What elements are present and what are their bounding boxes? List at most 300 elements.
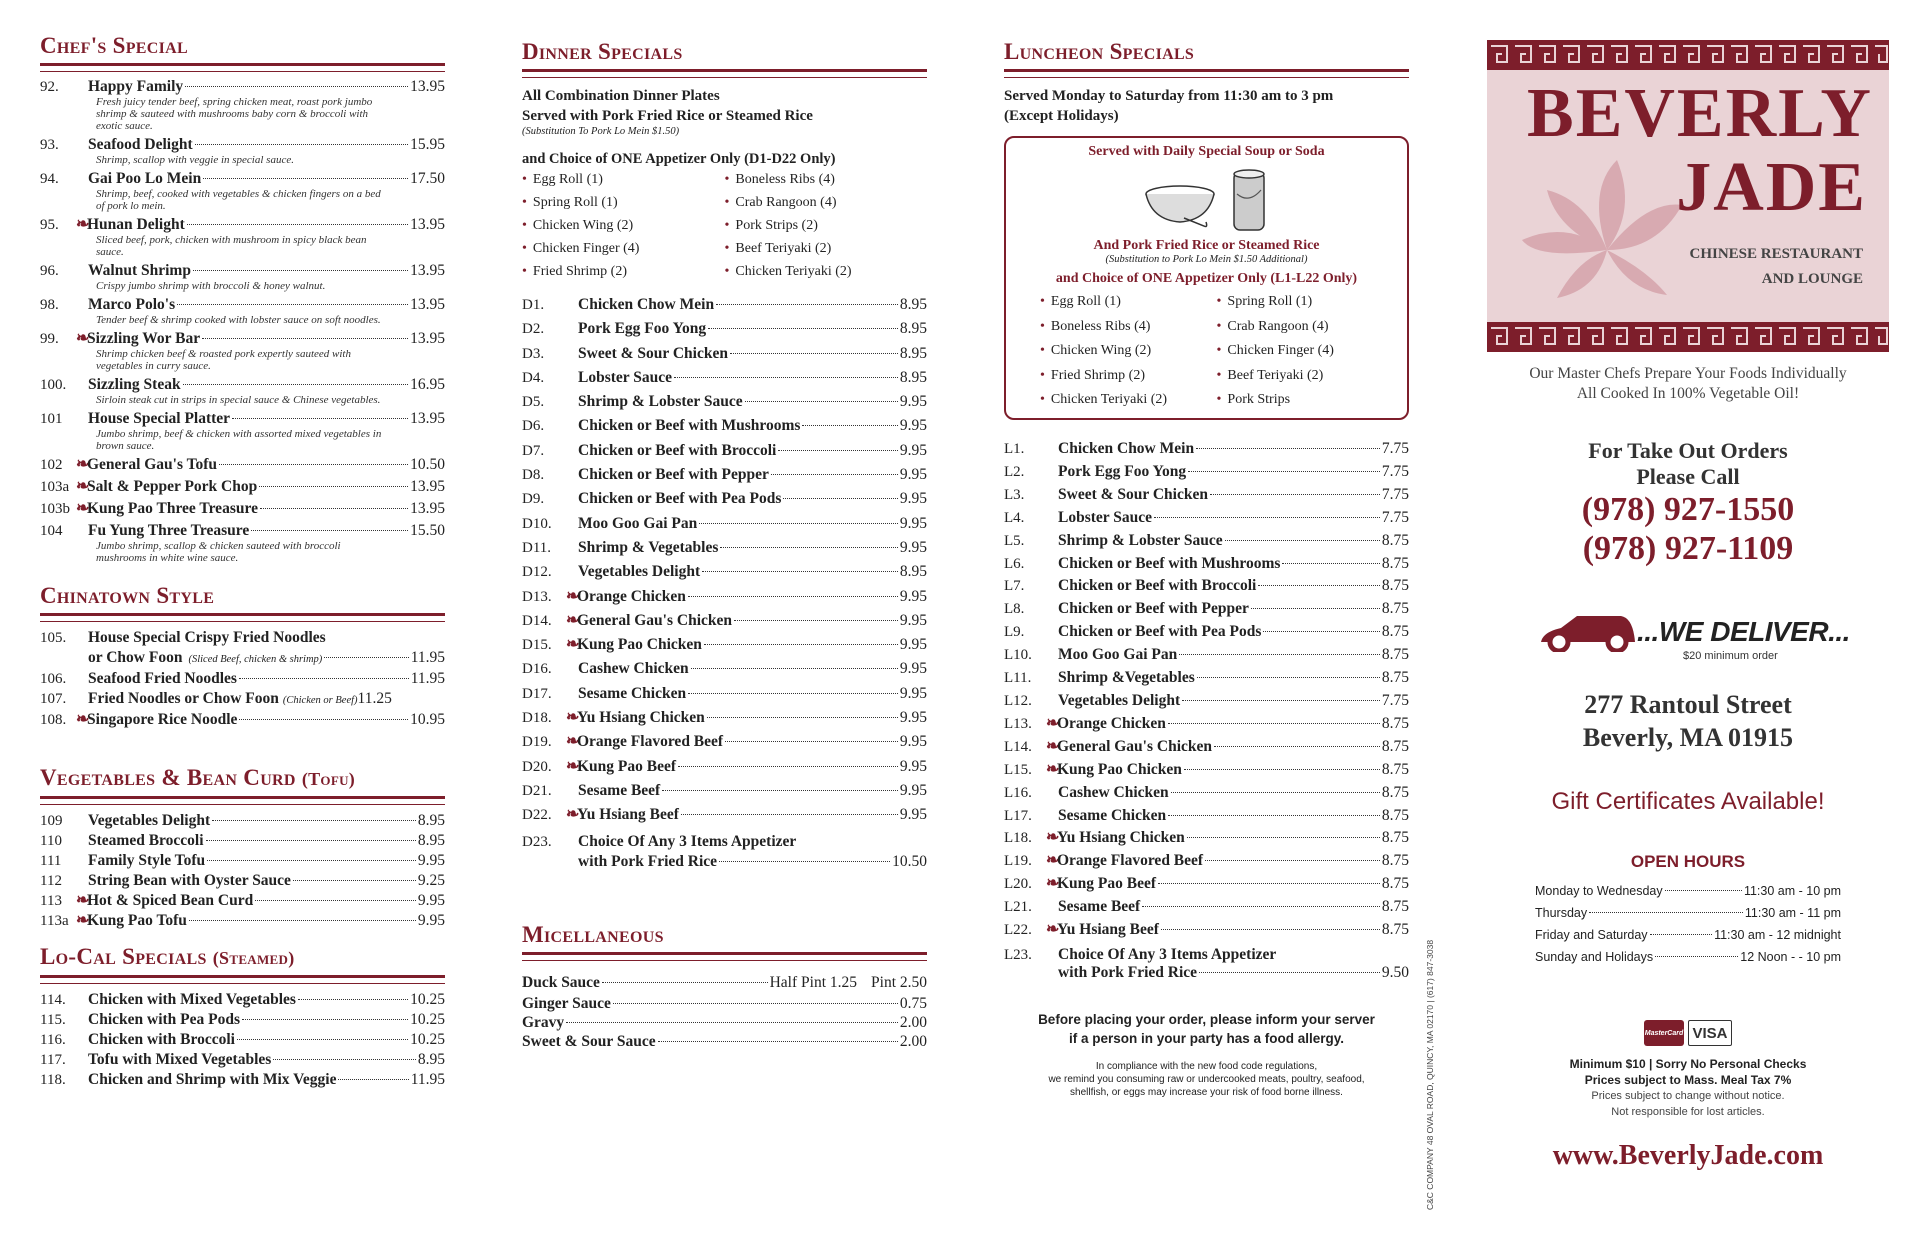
- brand-name-jade: JADE: [1676, 149, 1867, 226]
- appetizer-option: • Pork Strips (2): [725, 214, 928, 237]
- item-number: 105.: [40, 630, 67, 646]
- leader-dots: [251, 530, 408, 531]
- item-number: D10.: [522, 515, 552, 532]
- leader-dots: [1184, 769, 1380, 770]
- item-name: Chicken Chow Mein: [1058, 440, 1195, 457]
- item-number: D11.: [522, 539, 552, 556]
- luncheon-box-rice: And Pork Fried Rice or Steamed Rice: [1093, 238, 1320, 253]
- hours-time: 11:30 am - 10 pm: [1743, 884, 1841, 898]
- item-name: General Gau's Tofu: [87, 456, 218, 473]
- item-name: Kung Pao Tofu: [87, 912, 187, 929]
- leader-dots: [1282, 563, 1379, 564]
- item-number: D23.: [522, 833, 552, 850]
- item-price: 9.95: [417, 912, 445, 929]
- column-middle-left: [522, 32, 927, 1051]
- leader-dots: [239, 719, 408, 720]
- item-price: 8.75: [1381, 806, 1409, 824]
- menu-item: [40, 456, 445, 474]
- item-number: 98.: [40, 297, 59, 313]
- gift-certificates: Gift Certificates Available!: [1551, 788, 1825, 815]
- policy-line: Prices subject to change without notice.: [1591, 1090, 1785, 1102]
- item-number: L10.: [1004, 647, 1032, 664]
- menu-item: [40, 990, 445, 1010]
- item-name: Sizzling Wor Bar: [87, 330, 201, 347]
- leader-dots: [177, 304, 408, 305]
- item-name: Sweet & Sour Chicken: [578, 344, 728, 362]
- menu-item: [40, 911, 445, 931]
- menu-item: [522, 657, 927, 681]
- item-price: Pint 2.50: [871, 973, 927, 991]
- menu-item: [522, 852, 927, 871]
- hours-days: Monday to Wednesday: [1535, 884, 1663, 898]
- item-description: Shrimp, scallop with veggie in special sauce.: [96, 154, 294, 166]
- menu-item: [522, 609, 927, 633]
- item-number: D2.: [522, 321, 545, 338]
- leader-dots: [338, 1079, 408, 1080]
- leader-dots: [1142, 906, 1380, 907]
- item-price: 8.75: [1381, 554, 1409, 572]
- menu-item: [522, 1013, 927, 1032]
- item-number: L15.: [1004, 761, 1032, 778]
- appetizer-option: • Crab Rangoon (4): [725, 191, 928, 214]
- brand-tagline-line: CHINESE RESTAURANT: [1689, 246, 1863, 262]
- item-number: 114.: [40, 992, 66, 1008]
- menu-item: [40, 710, 445, 730]
- item-price: 9.25: [417, 872, 445, 889]
- misc-list: [522, 971, 927, 1051]
- leader-dots: [1263, 631, 1380, 632]
- item-price: 9.95: [899, 441, 927, 459]
- leader-dots: [691, 668, 898, 669]
- fret-border-bottom: [1487, 322, 1889, 352]
- item-number: D18.: [522, 710, 552, 727]
- leader-dots: [1188, 471, 1380, 472]
- item-number: D4.: [522, 369, 545, 386]
- item-name: Sesame Beef: [1058, 898, 1141, 916]
- item-name: House Special Crispy Fried Noodles: [88, 629, 326, 646]
- item-name: Fried Noodles or Chow Foon: [88, 690, 279, 707]
- item-number: L18.: [1004, 830, 1032, 847]
- item-name: Chicken or Beef with Broccoli: [1058, 577, 1257, 595]
- hot-pepper-icon: ❧: [76, 330, 90, 347]
- item-price: 11.95: [410, 1071, 445, 1088]
- menu-item: [522, 755, 927, 779]
- leader-dots: [239, 678, 409, 679]
- item-name: Kung Pao Chicken: [577, 636, 702, 654]
- item-number: 92.: [40, 79, 59, 95]
- brand-name-beverly: BEVERLY: [1527, 75, 1873, 152]
- hot-pepper-icon: ❧: [1046, 852, 1060, 870]
- item-price: 8.75: [1381, 875, 1409, 893]
- leader-dots: [1589, 912, 1743, 913]
- hot-pepper-icon: ❧: [76, 216, 90, 233]
- leader-dots: [232, 418, 408, 419]
- leader-dots: [688, 596, 898, 597]
- leader-dots: [707, 717, 898, 718]
- item-price: 9.95: [899, 806, 927, 824]
- item-number: 104: [40, 523, 63, 539]
- item-price: 9.95: [417, 892, 445, 909]
- item-price: 8.95: [417, 832, 445, 849]
- appetizer-option: • Chicken Wing (2): [1040, 339, 1217, 364]
- item-price: 8.75: [1381, 714, 1409, 732]
- takeout-heading: [1487, 438, 1889, 490]
- leader-dots: [688, 693, 898, 694]
- item-name: Pork Egg Foo Yong: [578, 320, 707, 338]
- item-number: 96.: [40, 263, 59, 279]
- item-price: 9.95: [899, 466, 927, 484]
- item-name: Sweet & Sour Chicken: [1058, 485, 1208, 503]
- compliance-notice: [1004, 1060, 1409, 1099]
- menu-item: [40, 136, 445, 154]
- menu-item: [1004, 919, 1409, 942]
- we-deliver-text: ...WE DELIVER...: [1637, 616, 1850, 647]
- appetizer-option: • Beef Teriyaki (2): [1217, 364, 1394, 389]
- item-price: 13.95: [410, 500, 445, 517]
- open-hours-title: OPEN HOURS: [1630, 852, 1746, 871]
- item-number: D9.: [522, 491, 545, 508]
- phone-numbers: [1487, 490, 1889, 568]
- menu-item: [522, 633, 927, 657]
- menu-item: [522, 803, 927, 827]
- leader-dots: [1225, 540, 1380, 541]
- leader-dots: [185, 86, 408, 87]
- item-price: 13.95: [410, 330, 445, 347]
- item-name: Chicken or Beef with Mushrooms: [578, 417, 801, 435]
- menu-item: [1004, 438, 1409, 461]
- item-name: Choice Of Any 3 Items Appetizer: [1058, 945, 1277, 963]
- item-name: or Chow Foon: [88, 649, 183, 666]
- item-number: 116.: [40, 1032, 66, 1048]
- hot-pepper-icon: ❧: [76, 478, 90, 495]
- appetizer-option: • Egg Roll (1): [1040, 290, 1217, 315]
- item-number: L20.: [1004, 876, 1032, 893]
- menu-item: [522, 512, 927, 536]
- appetizer-option: • Spring Roll (1): [522, 191, 725, 214]
- item-name: Yu Hsiang Chicken: [1057, 829, 1185, 847]
- hours-time: 12 Noon - - 10 pm: [1740, 950, 1841, 964]
- dinner-intro: [522, 86, 927, 126]
- item-name: Chicken or Beef with Pea Pods: [578, 490, 782, 508]
- item-price: 8.95: [899, 344, 927, 362]
- leader-dots: [658, 1041, 898, 1042]
- item-name: Yu Hsiang Beef: [1057, 921, 1159, 939]
- item-price: 8.75: [1381, 921, 1409, 939]
- menu-item: [522, 560, 927, 584]
- menu-item: [522, 463, 927, 487]
- item-name: Moo Goo Gai Pan: [578, 514, 698, 532]
- leader-dots: [273, 1059, 416, 1060]
- appetizer-option: • Pork Strips: [1217, 388, 1394, 413]
- allergy-line: if a person in your party has a food allergy.: [1068, 1030, 1345, 1046]
- menu-item: [40, 1030, 445, 1050]
- item-price: 8.95: [899, 368, 927, 386]
- item-number: D3.: [522, 345, 545, 362]
- leader-dots: [1154, 517, 1380, 518]
- item-price: 8.75: [1381, 600, 1409, 618]
- item-number: L13.: [1004, 715, 1032, 732]
- item-price: 8.75: [1381, 646, 1409, 664]
- item-price: 9.95: [899, 393, 927, 411]
- item-name: Sizzling Steak: [88, 376, 181, 393]
- menu-item: [522, 317, 927, 341]
- item-name: Yu Hsiang Chicken: [577, 709, 705, 727]
- hot-pepper-icon: ❧: [566, 587, 580, 605]
- item-name: Steamed Broccoli: [88, 832, 204, 849]
- leader-dots: [202, 338, 408, 339]
- menu-item: [40, 648, 445, 669]
- leader-dots: [206, 840, 416, 841]
- policy-line: Not responsible for lost articles.: [1611, 1106, 1765, 1118]
- item-price: 9.95: [417, 852, 445, 869]
- item-number: 118.: [40, 1072, 66, 1088]
- appetizer-option: • Spring Roll (1): [1217, 290, 1394, 315]
- item-description: Fresh juicy tender beef, spring chicken meat, roast pork jumbo shrimp & sauteed with mushrooms baby corn & broccoli with exotic sauce.: [96, 96, 373, 132]
- item-number: D14.: [522, 612, 552, 629]
- item-name: Orange Flavored Beef: [1057, 852, 1204, 870]
- leader-dots: [699, 523, 898, 524]
- leader-dots: [1187, 837, 1380, 838]
- mastercard-icon: MasterCard: [1644, 1020, 1684, 1046]
- misc-title: Micellaneous: [522, 921, 664, 947]
- item-name: Marco Polo's: [88, 296, 176, 313]
- item-number: L14.: [1004, 738, 1032, 755]
- leader-dots: [189, 920, 416, 921]
- locals-title: [40, 943, 445, 972]
- phone-number[interactable]: (978) 927-1550: [1581, 491, 1795, 528]
- vegetables-title-sub: (Tofu): [301, 769, 356, 789]
- item-name: General Gau's Chicken: [577, 611, 733, 629]
- item-price: 10.25: [410, 1011, 445, 1028]
- item-description: Shrimp, beef, cooked with vegetables & chicken fingers on a bed of pork lo mein.: [96, 188, 381, 212]
- item-number: D6.: [522, 418, 545, 435]
- menu-item: [40, 330, 445, 348]
- open-hours-list: [1535, 880, 1841, 968]
- item-number: D19.: [522, 734, 552, 751]
- item-number: L8.: [1004, 601, 1025, 618]
- item-number: L7.: [1004, 578, 1025, 595]
- appetizer-option: • Fried Shrimp (2): [522, 260, 725, 283]
- item-price: 13.95: [410, 478, 445, 495]
- leader-dots: [212, 820, 416, 821]
- hours-row: [1535, 924, 1841, 946]
- item-name: Chicken or Beef with Broccoli: [578, 441, 777, 459]
- menu-item: [522, 832, 927, 852]
- leader-dots: [1182, 700, 1380, 701]
- appetizer-option: • Chicken Finger (4): [522, 237, 725, 260]
- luncheon-box: [1004, 136, 1409, 420]
- item-name: Orange Flavored Beef: [577, 733, 724, 751]
- menu-item: [40, 851, 445, 871]
- takeout-line: For Take Out Orders: [1588, 438, 1788, 463]
- item-price: 8.75: [1381, 577, 1409, 595]
- item-price: 9.95: [899, 757, 927, 775]
- item-name: Cashew Chicken: [1058, 783, 1169, 801]
- appetizer-option: • Chicken Teriyaki (2): [725, 260, 928, 283]
- item-price: 9.95: [899, 417, 927, 435]
- item-name: Chicken with Broccoli: [88, 1031, 235, 1048]
- item-number: 108.: [40, 712, 67, 728]
- item-description: Sirloin steak cut in strips in special sauce & Chinese vegetables.: [96, 394, 381, 406]
- item-price: 7.75: [1381, 485, 1409, 503]
- item-price: 8.75: [1381, 783, 1409, 801]
- jade-flower-ornament: [1517, 150, 1697, 300]
- menu-item: [1004, 621, 1409, 644]
- item-name: Chicken or Beef with Pepper: [1058, 600, 1249, 618]
- item-name: Vegetables Delight: [88, 812, 211, 829]
- leader-dots: [187, 224, 408, 225]
- menu-item: [40, 78, 445, 96]
- menu-item: [1004, 873, 1409, 896]
- item-number: L11.: [1004, 670, 1032, 687]
- item-price: 15.50: [410, 522, 445, 539]
- menu-item: [40, 262, 445, 280]
- item-name: Chicken and Shrimp with Mix Veggie: [88, 1071, 337, 1088]
- leader-dots: [1168, 815, 1380, 816]
- phone-number[interactable]: (978) 927-1109: [1582, 530, 1794, 567]
- item-name: with Pork Fried Rice: [1058, 963, 1198, 981]
- luncheon-box-note: (Substitution to Pork Lo Mein $1.50 Additional): [1105, 254, 1308, 265]
- chinatown-list: [40, 628, 445, 730]
- item-name: General Gau's Chicken: [1057, 737, 1213, 755]
- item-price: 11.95: [410, 670, 445, 687]
- item-price: 9.95: [899, 636, 927, 654]
- menu-item: [40, 689, 445, 710]
- item-price: 8.95: [899, 320, 927, 338]
- dinner-choice: and Choice of ONE Appetizer Only (D1-D22 Only): [522, 151, 836, 167]
- menu-item: [40, 296, 445, 314]
- leader-dots: [681, 814, 898, 815]
- item-number: 115.: [40, 1012, 66, 1028]
- leader-dots: [1665, 890, 1742, 891]
- item-name: Sesame Beef: [578, 781, 661, 799]
- item-number: 93.: [40, 137, 59, 153]
- item-price: 2.00: [899, 1013, 927, 1031]
- divider: [40, 796, 445, 805]
- item-price: 9.95: [899, 709, 927, 727]
- item-name: Happy Family: [88, 78, 184, 95]
- appetizer-option: • Chicken Wing (2): [522, 214, 725, 237]
- item-description: Jumbo shrimp, beef & chicken with assorted mixed vegetables in brown sauce.: [96, 428, 382, 452]
- chefs-statement-line: Our Master Chefs Prepare Your Foods Individually: [1529, 365, 1847, 382]
- address-line: 277 Rantoul Street: [1584, 690, 1792, 719]
- item-name: Chicken or Beef with Mushrooms: [1058, 554, 1281, 572]
- menu-item: [1004, 713, 1409, 736]
- menu-item: [40, 871, 445, 891]
- menu-item: [1004, 896, 1409, 919]
- leader-dots: [725, 741, 898, 742]
- hot-pepper-icon: ❧: [76, 711, 90, 728]
- menu-item: [40, 478, 445, 496]
- website-link[interactable]: www.BeverlyJade.com: [1552, 1140, 1824, 1171]
- item-number: 103b: [40, 501, 70, 517]
- chefs-special-title: Chef's Special: [40, 33, 188, 58]
- item-price: 8.95: [417, 1051, 445, 1068]
- item-number: 106.: [40, 671, 67, 687]
- chefs-statement: [1487, 364, 1889, 404]
- leader-dots: [1214, 746, 1380, 747]
- item-price: 9.95: [899, 514, 927, 532]
- item-price: 7.75: [1381, 462, 1409, 480]
- leader-dots: [702, 571, 898, 572]
- menu-item: [522, 414, 927, 438]
- item-price: 8.75: [1381, 623, 1409, 641]
- menu-item: [522, 293, 927, 317]
- address-line: Beverly, MA 01915: [1582, 723, 1794, 752]
- item-name: Chicken or Beef with Pepper: [578, 466, 769, 484]
- leader-dots: [1251, 608, 1380, 609]
- divider: [1004, 69, 1409, 78]
- brand-tagline: [1689, 242, 1863, 292]
- item-number: D16.: [522, 661, 552, 678]
- divider: [522, 952, 927, 961]
- item-name: Ginger Sauce: [522, 994, 611, 1012]
- menu-item: [522, 706, 927, 730]
- appetizer-option: • Boneless Ribs (4): [725, 168, 928, 191]
- item-name: Seafood Delight: [88, 136, 193, 153]
- leader-dots: [255, 900, 416, 901]
- item-name: Hot & Spiced Bean Curd: [87, 892, 254, 909]
- item-number: 107.: [40, 691, 67, 707]
- hours-days: Sunday and Holidays: [1535, 950, 1654, 964]
- item-price: 9.95: [899, 490, 927, 508]
- item-price: 10.25: [410, 991, 445, 1008]
- local-title-sub: (Steamed): [212, 948, 295, 968]
- item-description: Jumbo shrimp, scallop & chicken sauteed with broccoli mushrooms in white wine sauce.: [96, 540, 341, 564]
- leader-dots: [1199, 972, 1380, 973]
- luncheon-intro-line: Served Monday to Saturday from 11:30 am to 3 pm: [1004, 88, 1334, 104]
- item-price: 7.75: [1381, 508, 1409, 526]
- menu-item: [1004, 530, 1409, 553]
- item-name: Sesame Chicken: [1058, 806, 1167, 824]
- item-number: D5.: [522, 394, 545, 411]
- appetizer-option: • Boneless Ribs (4): [1040, 315, 1217, 340]
- item-price: 8.95: [417, 812, 445, 829]
- hours-days: Friday and Saturday: [1535, 928, 1648, 942]
- menu-item: [40, 831, 445, 851]
- delivery-car-icon: [1537, 612, 1637, 652]
- menu-item: [1004, 850, 1409, 873]
- item-price: 11.25: [357, 690, 392, 707]
- item-number: D13.: [522, 588, 552, 605]
- item-number: L4.: [1004, 509, 1025, 526]
- column-middle-right: [1004, 32, 1409, 1099]
- policy-line: Minimum $10 | Sorry No Personal Checks: [1569, 1057, 1807, 1071]
- menu-item: [1004, 644, 1409, 667]
- item-number: L9.: [1004, 624, 1025, 641]
- divider: [40, 975, 445, 984]
- dinner-appetizer-list: [522, 168, 927, 283]
- compliance-line: shellfish, or eggs may increase your risk of food borne illness.: [1070, 1086, 1343, 1098]
- item-number: 95.: [40, 217, 59, 233]
- item-price: 8.75: [1381, 898, 1409, 916]
- leader-dots: [674, 377, 898, 378]
- item-price: 16.95: [410, 376, 445, 393]
- hot-pepper-icon: ❧: [76, 912, 90, 929]
- hot-pepper-icon: ❧: [1046, 714, 1060, 732]
- item-number: D7.: [522, 442, 545, 459]
- vegetables-title: [40, 764, 445, 793]
- leader-dots: [704, 644, 898, 645]
- item-name: with Pork Fried Rice: [578, 852, 718, 870]
- item-description: Shrimp chicken beef & roasted pork expertly sauteed with vegetables in curry sauce.: [96, 348, 351, 372]
- brand-banner: [1487, 40, 1889, 352]
- item-name: Lobster Sauce: [578, 368, 673, 386]
- menu-item: [40, 170, 445, 188]
- item-number: D20.: [522, 758, 552, 775]
- leader-dots: [771, 474, 898, 475]
- item-price: 13.95: [410, 78, 445, 95]
